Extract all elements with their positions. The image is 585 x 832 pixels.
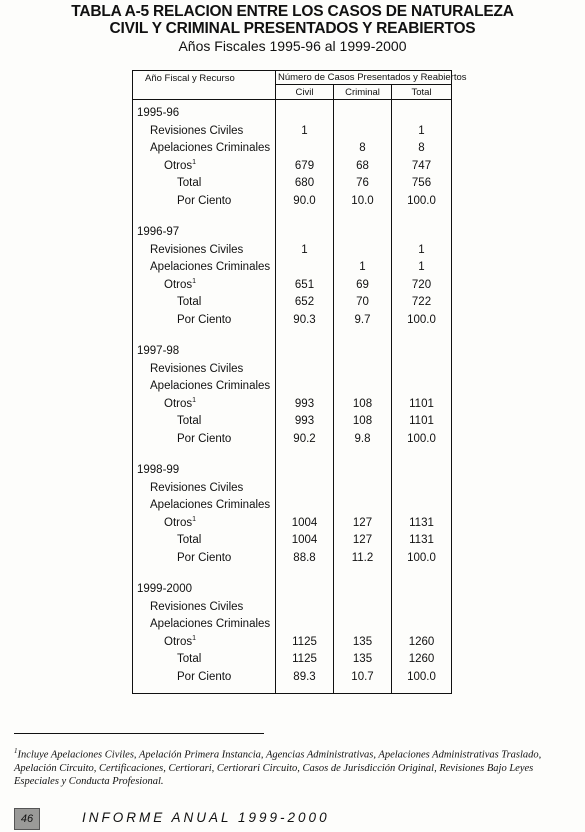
table-subtitle: Años Fiscales 1995-96 al 1999-2000 xyxy=(178,38,407,54)
cell-total: 100.0 xyxy=(407,194,436,207)
table-title-line2: CIVIL Y CRIMINAL PRESENTADOS Y REABIERTOS xyxy=(109,20,476,37)
cell-criminal: 135 xyxy=(352,635,373,648)
row-label: Apelaciones Criminales xyxy=(150,499,271,511)
row-label: Por Ciento xyxy=(177,313,232,326)
row-label: Total xyxy=(177,415,202,427)
cell-total: 756 xyxy=(411,177,432,189)
header-civil: Civil xyxy=(295,87,314,98)
cell-total: 1 xyxy=(418,261,425,273)
row-label: Total xyxy=(177,653,202,665)
cell-total: 1 xyxy=(418,243,425,256)
cell-civil: 651 xyxy=(294,278,315,291)
cell-total: 100.0 xyxy=(407,670,436,683)
row-label: Apelaciones Criminales xyxy=(150,142,271,154)
year-heading: 1999-2000 xyxy=(137,583,192,595)
cell-criminal: 9.7 xyxy=(354,313,371,326)
row-label: Otros$^1$ xyxy=(164,515,197,529)
footnote-marker: 1 xyxy=(14,747,18,755)
row-label: Revisiones Civiles xyxy=(150,600,244,613)
cell-total: 722 xyxy=(411,296,432,308)
page-number: 46 xyxy=(14,808,40,830)
year-heading: 1998-99 xyxy=(137,464,180,476)
row-label: Apelaciones Criminales xyxy=(150,618,271,630)
cell-total: 1101 xyxy=(409,397,434,410)
report-title: INFORME ANUAL 1999-2000 xyxy=(82,810,330,825)
cell-criminal: 135 xyxy=(352,653,373,665)
header-total: Total xyxy=(411,87,432,98)
cell-total: 100.0 xyxy=(407,313,436,326)
cell-criminal: 9.8 xyxy=(354,432,371,445)
cell-criminal: 108 xyxy=(352,397,373,410)
header-cases-group: Número de Casos Presentados y Reabiertos xyxy=(278,72,467,83)
cell-civil: 90.2 xyxy=(293,432,316,445)
row-label: Revisiones Civiles xyxy=(150,124,244,137)
header-subrule xyxy=(275,84,451,85)
cases-table xyxy=(132,70,467,694)
year-heading: 1995-96 xyxy=(137,107,180,119)
row-label: Revisiones Civiles xyxy=(150,362,244,375)
cell-criminal: 68 xyxy=(356,159,369,172)
table-title-line1: TABLA A-5 RELACION ENTRE LOS CASOS DE NATURALEZA xyxy=(71,3,514,20)
footnote xyxy=(14,745,574,788)
row-label: Total xyxy=(177,534,202,546)
footnote-text: Incluye Apelaciones Civiles, Apelación Primera Instancia, Agencias Administrativas, Apelaciones Administrativas Traslado, Apelación Circuito, Certificaciones, Certiorari, Certiorari Circuito, Casos de Jurisdicción Original, Revisiones Bajo Leyes Especiales y Conducta Profesional. xyxy=(14,749,542,787)
cell-total: 720 xyxy=(411,278,432,291)
footnote-ref: 1 xyxy=(192,634,197,642)
cell-criminal: 11.2 xyxy=(351,551,374,564)
row-label: Revisiones Civiles xyxy=(150,481,244,494)
footnote-ref: 1 xyxy=(192,396,197,404)
row-label: Revisiones Civiles xyxy=(150,243,244,256)
cell-civil: 1 xyxy=(301,243,308,256)
header-year-resource: Año Fiscal y Recurso xyxy=(145,73,235,84)
cell-total: 1260 xyxy=(408,653,435,665)
header-criminal: Criminal xyxy=(345,87,380,98)
footnote-ref: 1 xyxy=(192,158,197,166)
cell-criminal: 108 xyxy=(352,415,373,427)
row-label: Otros$^1$ xyxy=(164,277,197,291)
row-label: Por Ciento xyxy=(177,432,232,445)
cell-total: 100.0 xyxy=(407,432,436,445)
cell-civil: 1 xyxy=(301,124,308,137)
cell-criminal: 127 xyxy=(352,516,373,529)
row-label: Total xyxy=(177,177,202,189)
cell-total: 1101 xyxy=(409,415,434,427)
cell-civil: 90.3 xyxy=(293,313,316,326)
cell-civil: 1004 xyxy=(291,534,318,546)
cell-total: 1 xyxy=(418,124,425,137)
cell-civil: 89.3 xyxy=(293,670,316,683)
cell-total: 1260 xyxy=(408,635,435,648)
cell-criminal: 1 xyxy=(359,261,366,273)
row-label: Total xyxy=(177,296,202,308)
cell-civil: 1004 xyxy=(291,516,318,529)
cell-civil: 993 xyxy=(294,415,315,427)
header-rule xyxy=(133,99,451,100)
row-label: Por Ciento xyxy=(177,551,232,564)
footnote-ref: 1 xyxy=(192,515,197,523)
cell-criminal: 69 xyxy=(356,278,369,291)
cell-total: 8 xyxy=(418,142,425,154)
row-label: Otros$^1$ xyxy=(164,396,197,410)
row-label: Otros$^1$ xyxy=(164,634,197,648)
row-label: Por Ciento xyxy=(177,670,232,683)
row-label: Por Ciento xyxy=(177,194,232,207)
cell-total: 747 xyxy=(411,159,432,172)
year-heading: 1997-98 xyxy=(137,345,180,357)
cell-total: 1131 xyxy=(409,516,434,529)
cell-civil: 679 xyxy=(294,159,315,172)
cell-civil: 680 xyxy=(294,177,315,189)
cell-civil: 1125 xyxy=(292,653,317,665)
cell-civil: 993 xyxy=(294,397,315,410)
cell-civil: 652 xyxy=(294,296,315,308)
row-label: Apelaciones Criminales xyxy=(150,261,271,273)
cell-criminal: 70 xyxy=(356,296,369,308)
cell-civil: 1125 xyxy=(292,635,317,648)
cell-civil: 88.8 xyxy=(293,551,316,564)
row-label: Apelaciones Criminales xyxy=(150,380,271,392)
row-label: Otros$^1$ xyxy=(164,158,197,172)
cell-total: 1131 xyxy=(409,534,434,546)
cell-criminal: 127 xyxy=(352,534,373,546)
footnote-ref: 1 xyxy=(192,277,197,285)
footnote-rule xyxy=(14,733,264,734)
cell-criminal: 10.0 xyxy=(351,194,374,207)
cell-criminal: 76 xyxy=(356,177,369,189)
year-heading: 1996-97 xyxy=(137,226,180,238)
cell-civil: 90.0 xyxy=(293,194,316,207)
cell-criminal: 10.7 xyxy=(351,670,374,683)
cell-criminal: 8 xyxy=(359,142,366,154)
cell-total: 100.0 xyxy=(407,551,436,564)
